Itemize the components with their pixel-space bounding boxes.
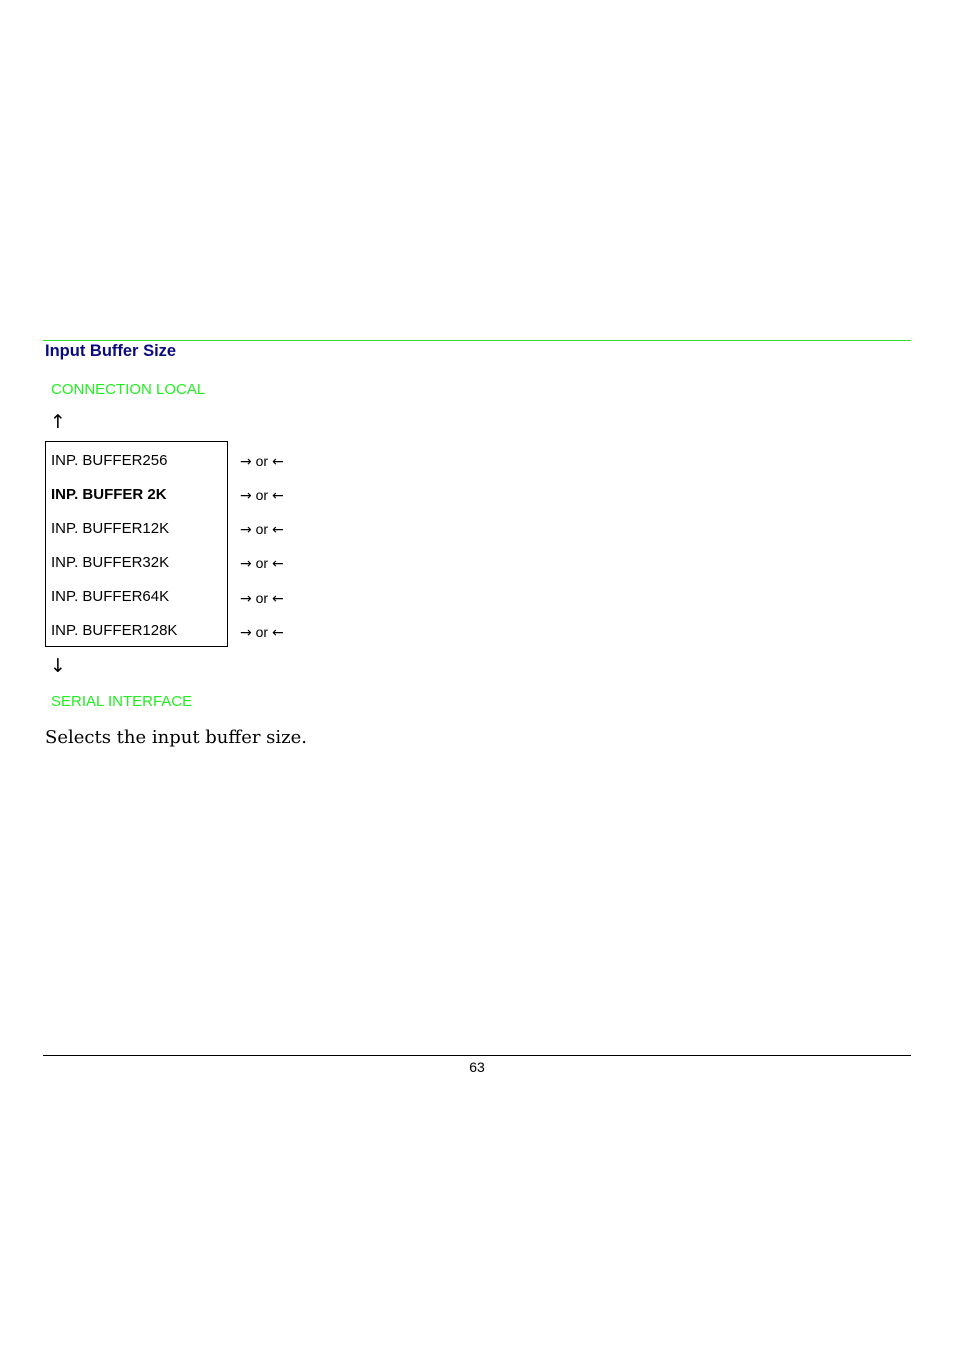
or-text: or: [255, 555, 269, 571]
menu-item-buffer32k[interactable]: INP. BUFFER32K: [51, 554, 170, 571]
menu-item-buffer128k[interactable]: INP. BUFFER128K: [51, 622, 178, 639]
down-arrow-icon: ↓: [50, 655, 66, 677]
or-text: or: [255, 624, 269, 640]
or-text: or: [255, 453, 269, 469]
page-number: 63: [469, 1059, 485, 1075]
nav-hint: [240, 453, 284, 470]
left-arrow-icon: ←: [271, 522, 284, 538]
nav-hint: [240, 521, 284, 538]
right-arrow-icon: →: [240, 625, 252, 641]
nav-hint: [240, 624, 284, 641]
right-arrow-icon: →: [240, 522, 252, 538]
nav-hint: [240, 555, 284, 572]
section-divider: [43, 340, 911, 341]
right-arrow-icon: →: [240, 556, 252, 572]
menu-item-buffer64k[interactable]: INP. BUFFER64K: [51, 588, 170, 605]
menu-item-buffer2k-default[interactable]: INP. BUFFER 2K: [51, 486, 167, 503]
right-arrow-icon: →: [240, 454, 252, 470]
or-text: or: [255, 521, 269, 537]
right-arrow-icon: →: [240, 488, 252, 504]
left-arrow-icon: ←: [271, 625, 284, 641]
menu-options-box: [45, 441, 228, 647]
description-text: Selects the input buffer size.: [45, 727, 308, 748]
nav-hint: [240, 590, 284, 607]
nav-hint: [240, 487, 284, 504]
left-arrow-icon: ←: [271, 488, 284, 504]
or-text: or: [255, 487, 269, 503]
right-arrow-icon: →: [240, 591, 252, 607]
prev-menu-link[interactable]: CONNECTION LOCAL: [51, 381, 206, 398]
menu-item-buffer256[interactable]: INP. BUFFER256: [51, 452, 168, 469]
footer-divider: [43, 1055, 911, 1056]
left-arrow-icon: ←: [271, 556, 284, 572]
up-arrow-icon: ↑: [50, 411, 66, 433]
left-arrow-icon: ←: [271, 591, 284, 607]
left-arrow-icon: ←: [271, 454, 284, 470]
menu-item-buffer12k[interactable]: INP. BUFFER12K: [51, 520, 170, 537]
next-menu-link[interactable]: SERIAL INTERFACE: [51, 693, 193, 710]
section-title: Input Buffer Size: [45, 342, 177, 360]
or-text: or: [255, 590, 269, 606]
